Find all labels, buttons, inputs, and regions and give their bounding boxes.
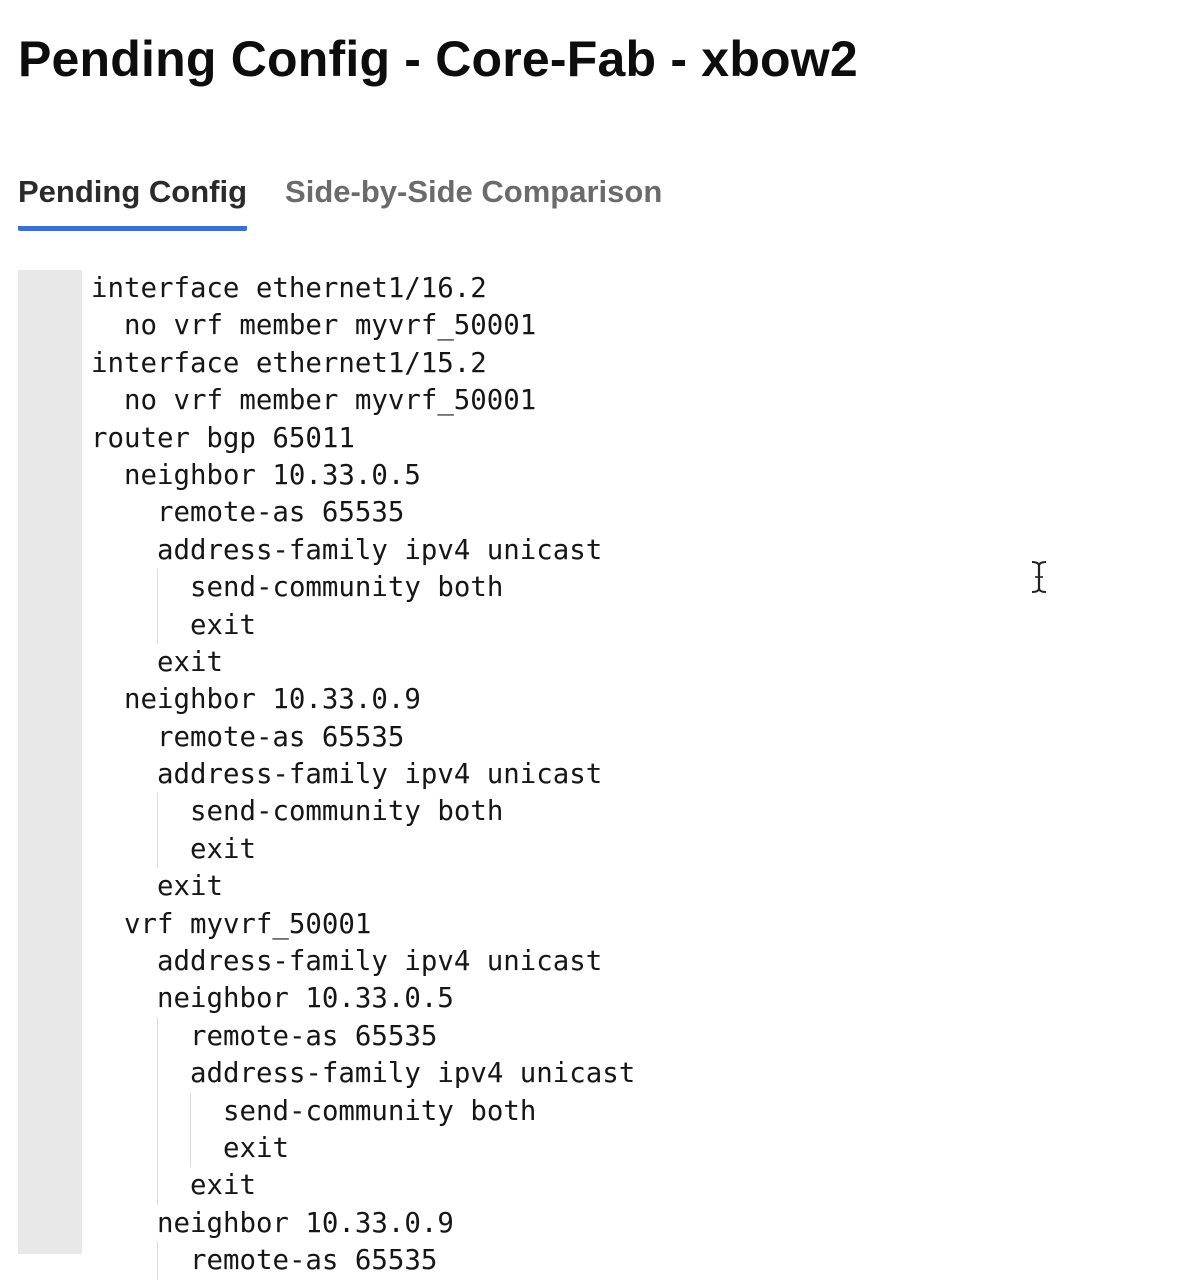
indent-guide <box>91 793 124 830</box>
config-line <box>91 494 635 531</box>
config-code-block <box>91 270 635 1280</box>
config-line-text: address-family ipv4 unicast <box>157 534 603 566</box>
indent-guide <box>124 644 157 681</box>
indent-guide <box>91 1242 124 1279</box>
config-line <box>91 1018 635 1055</box>
indent-guide <box>157 1167 190 1204</box>
config-line <box>91 307 635 344</box>
config-line <box>91 793 635 830</box>
indent-guide <box>91 532 124 569</box>
page-title: Pending Config - Core-Fab - xbow2 <box>18 31 858 87</box>
config-line <box>91 644 635 681</box>
indent-guide <box>91 831 124 868</box>
indent-guide <box>91 1055 124 1092</box>
indent-guide <box>124 831 157 868</box>
indent-guide <box>91 980 124 1017</box>
tab-pending-config[interactable]: Pending Config <box>18 168 247 231</box>
config-line-text: address-family ipv4 unicast <box>157 946 603 978</box>
config-line <box>91 270 635 307</box>
indent-guide <box>157 1055 190 1092</box>
config-line <box>91 1167 635 1204</box>
config-line <box>91 1242 635 1279</box>
config-code-view[interactable] <box>18 270 1118 1277</box>
indent-guide <box>91 382 124 419</box>
indent-guide <box>91 681 124 718</box>
config-line-text: exit <box>190 1170 256 1202</box>
indent-guide <box>124 1055 157 1092</box>
indent-guide <box>190 1093 223 1130</box>
indent-guide <box>91 756 124 793</box>
indent-guide <box>91 868 124 905</box>
config-line-text: interface ethernet1/16.2 <box>91 273 487 304</box>
indent-guide <box>157 1018 190 1055</box>
indent-guide <box>91 1205 124 1242</box>
config-line <box>91 868 635 905</box>
config-line-text: neighbor 10.33.0.5 <box>124 459 421 491</box>
config-line-text: exit <box>157 871 223 903</box>
config-line-text: remote-as 65535 <box>157 721 405 753</box>
config-line-text: send-community both <box>190 796 504 828</box>
config-line-text: remote-as 65535 <box>190 1020 438 1052</box>
indent-guide <box>124 868 157 905</box>
config-line-text: exit <box>190 609 256 641</box>
indent-guide <box>91 1130 124 1167</box>
config-line-text: no vrf member myvrf_50001 <box>124 310 537 342</box>
indent-guide <box>91 307 124 344</box>
line-gutter <box>18 270 82 1254</box>
config-line-text: address-family ipv4 unicast <box>190 1058 636 1090</box>
config-line <box>91 607 635 644</box>
indent-guide <box>124 793 157 830</box>
indent-guide <box>91 457 124 494</box>
config-line-text: neighbor 10.33.0.5 <box>157 983 454 1015</box>
config-line <box>91 569 635 606</box>
indent-guide <box>157 831 190 868</box>
tab-side-by-side-comparison[interactable]: Side-by-Side Comparison <box>285 174 663 209</box>
config-line <box>91 1130 635 1167</box>
indent-guide <box>91 719 124 756</box>
text-cursor-icon <box>1029 560 1049 594</box>
config-line-text: neighbor 10.33.0.9 <box>157 1207 454 1239</box>
config-line-text: exit <box>157 646 223 678</box>
indent-guide <box>157 569 190 606</box>
indent-guide <box>190 1130 223 1167</box>
indent-guide <box>124 756 157 793</box>
indent-guide <box>157 607 190 644</box>
config-line <box>91 1093 635 1130</box>
config-line-text: interface ethernet1/15.2 <box>91 347 487 379</box>
indent-guide <box>91 1093 124 1130</box>
config-line-text: send-community both <box>223 1095 537 1127</box>
indent-guide <box>124 1018 157 1055</box>
config-line-text: remote-as 65535 <box>157 497 405 529</box>
indent-guide <box>124 569 157 606</box>
indent-guide <box>91 494 124 531</box>
config-line-text: router bgp 65011 <box>91 422 355 454</box>
config-line <box>91 681 635 718</box>
indent-guide <box>91 1018 124 1055</box>
indent-guide <box>124 1242 157 1279</box>
config-line-text: address-family ipv4 unicast <box>157 759 603 791</box>
config-line <box>91 457 635 494</box>
indent-guide <box>124 719 157 756</box>
tab-bar <box>18 168 662 232</box>
indent-guide <box>91 607 124 644</box>
indent-guide <box>157 793 190 830</box>
indent-guide <box>124 532 157 569</box>
indent-guide <box>91 644 124 681</box>
config-line-text: no vrf member myvrf_50001 <box>124 385 537 417</box>
config-line-text: neighbor 10.33.0.9 <box>124 684 421 716</box>
config-line <box>91 420 635 457</box>
config-line-text: vrf myvrf_50001 <box>124 908 372 940</box>
config-line <box>91 943 635 980</box>
indent-guide <box>124 1130 157 1167</box>
indent-guide <box>91 1167 124 1204</box>
indent-guide <box>157 1130 190 1167</box>
config-line <box>91 532 635 569</box>
config-line-text: exit <box>223 1132 289 1164</box>
config-line <box>91 1205 635 1242</box>
config-line <box>91 345 635 382</box>
config-line-text: exit <box>190 833 256 865</box>
indent-guide <box>124 980 157 1017</box>
indent-guide <box>124 494 157 531</box>
config-line <box>91 719 635 756</box>
indent-guide <box>91 943 124 980</box>
config-line <box>91 980 635 1017</box>
config-line <box>91 756 635 793</box>
config-line <box>91 382 635 419</box>
config-line-text: send-community both <box>190 572 504 604</box>
indent-guide <box>124 1205 157 1242</box>
indent-guide <box>124 607 157 644</box>
config-line <box>91 906 635 943</box>
indent-guide <box>157 1242 190 1279</box>
indent-guide <box>91 569 124 606</box>
indent-guide <box>124 943 157 980</box>
config-line-text: remote-as 65535 <box>190 1245 438 1277</box>
indent-guide <box>124 1093 157 1130</box>
config-line <box>91 831 635 868</box>
indent-guide <box>157 1093 190 1130</box>
config-line <box>91 1055 635 1092</box>
indent-guide <box>124 1167 157 1204</box>
indent-guide <box>91 906 124 943</box>
